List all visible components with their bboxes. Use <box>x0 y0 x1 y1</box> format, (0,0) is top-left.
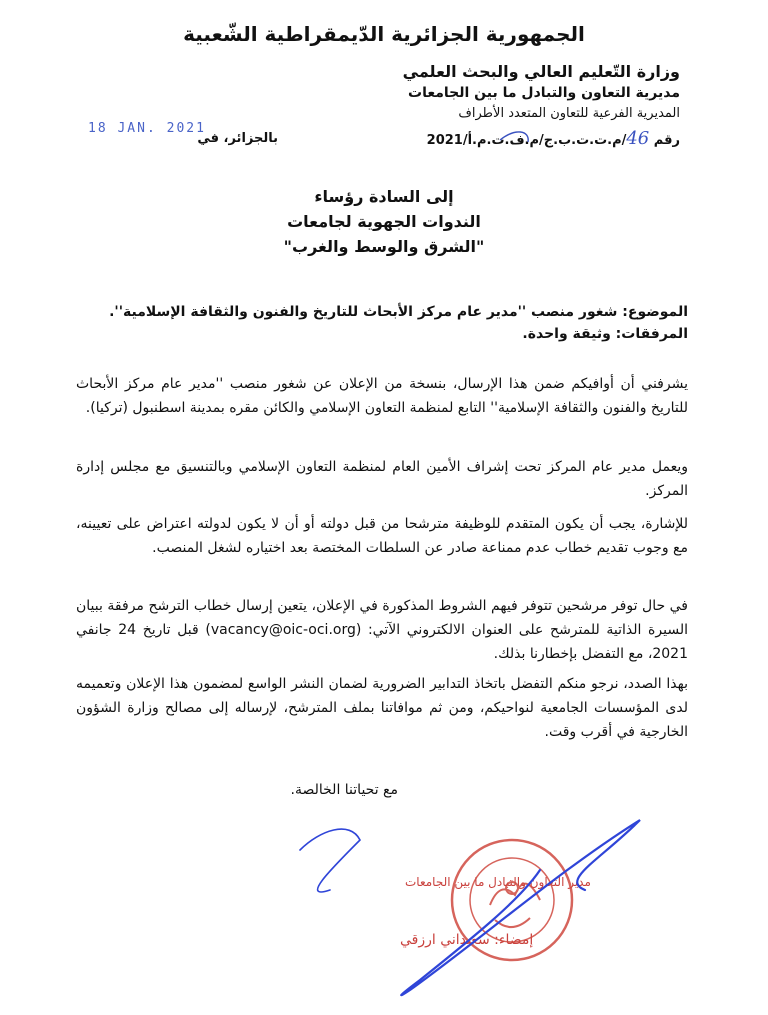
addressee-line-2: الندوات الجهوية لجامعات <box>287 212 481 231</box>
addressee-line-3: "الشرق والوسط والغرب" <box>283 237 485 256</box>
body-paragraph-1: يشرفني أن أوافيكم ضمن هذا الإرسال، بنسخة من الإعلان عن شغور منصب ''مدير عام مركز الأبحاث للتاريخ والفنون والثقافة الإسلامية'' التابع لمنظمة التعاون الإسلامي والكائن مقره بمدينة اسطنبول (تركيا). <box>76 376 688 416</box>
handwritten-signature <box>401 820 640 995</box>
directorate-name: مديرية التعاون والتبادل ما بين الجامعات <box>408 85 680 101</box>
stamp-seal <box>452 840 572 960</box>
attachments-line: المرفقات: وثيقة واحدة. <box>522 326 688 342</box>
body-paragraph-2: ويعمل مدير عام المركز تحت إشراف الأمين العام لمنظمة التعاون الإسلامي وبالتنسيق مع مجلس إدارة المركز. <box>76 459 688 499</box>
country-title: الجمهورية الجزائرية الدّيمقراطية الشّعبية <box>183 22 585 46</box>
ministry-name: وزارة التّعليم العالي والبحث العلمي <box>402 62 680 81</box>
reference-code: /م.ت.ت.ب.ج/م.ف.ت.م.أ/2021 <box>426 133 627 148</box>
body-paragraph-3: للإشارة، يجب أن يكون المتقدم للوظيفة مترشحا من قبل دولته أو أن لا يكون لدولته اعتراض على تعيينه، مع وجوب تقديم خطاب عدم ممناعة صادر عن السلطات المختصة بعد اختياره لشغل المنصب. <box>76 516 688 556</box>
subdirectorate-name: المديرية الفرعية للتعاون المتعدد الأطراف <box>458 106 680 121</box>
subject-line: الموضوع: شغور منصب ''مدير عام مركز الأبحاث للتاريخ والفنون والثقافة الإسلامية''. <box>109 304 688 320</box>
body-paragraph-5: بهذا الصدد، نرجو منكم التفضل باتخاذ التدابير الضرورية لضمان النشر الواسع لمضمون هذا الإعلان وتعميمه لدى المؤسسات الجامعية لنواحيكم، ومن ثم موافاتنا بملف المترشح، لإرساله إلى مصالح وزارة الشؤون الخارجية في أقرب وقت. <box>76 676 688 740</box>
reference-handwritten-number: 46 <box>626 128 650 149</box>
addressee-line-1: إلى السادة رؤساء <box>314 187 454 206</box>
reference-label: رقم <box>653 133 680 148</box>
body-paragraph-4: في حال توفر مرشحين تتوفر فيهم الشروط المذكورة في الإعلان، يتعين إرسال خطاب الترشح مرفقة ببيان السيرة الذاتية للمترشح على العنوان الالكتروني الآتي: (vacancy@oic-oci.org) قبل تاريخ 24 جانفي 2021، مع التفضل بإخطارنا بذلك. <box>76 598 688 662</box>
signature-flourish <box>300 829 360 892</box>
signature-name: إمضاء: سعيداني ارزقي <box>400 932 534 948</box>
date-stamp: 18 JAN. 2021 <box>88 121 206 136</box>
signature-title: مدير التعاون والتبادل ما بين الجامعات <box>405 875 591 889</box>
place-date: بالجزائر، في <box>197 131 278 146</box>
closing-greeting: مع تحياتنا الخالصة. <box>290 782 398 798</box>
reference-scribble <box>500 132 528 142</box>
